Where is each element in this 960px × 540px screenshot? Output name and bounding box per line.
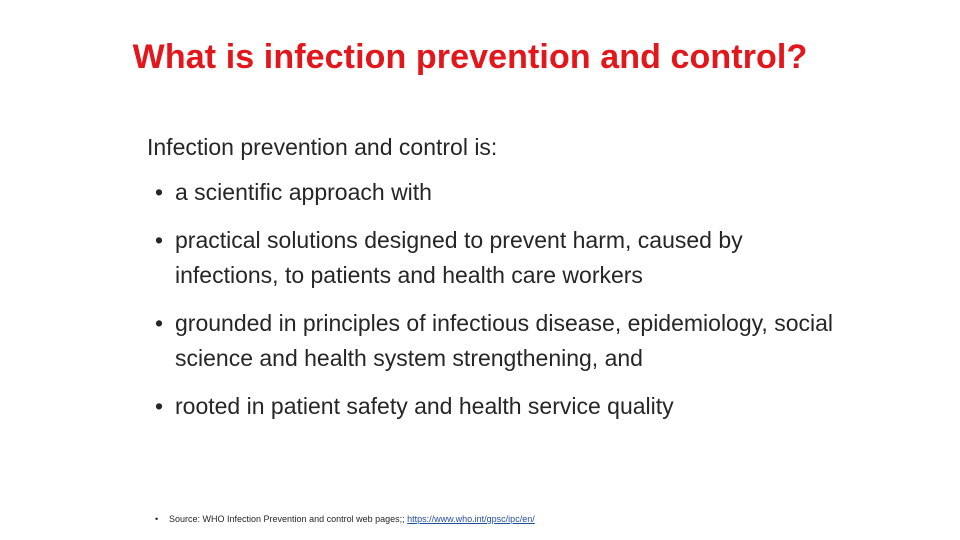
- bullet-item: [147, 175, 847, 210]
- bullet-icon: •: [155, 227, 164, 253]
- bullet-text: rooted in patient safety and health service quality: [175, 393, 674, 419]
- source-text: Source: WHO Infection Prevention and control web pages;;: [169, 514, 408, 524]
- slide-content: [147, 130, 847, 437]
- slide-title: What is infection prevention and control?: [132, 38, 808, 76]
- bullet-list: [147, 175, 847, 424]
- source-bullet-icon: •: [155, 514, 159, 524]
- source-note: [155, 514, 535, 524]
- bullet-item: [147, 389, 847, 424]
- bullet-text: a scientific approach with: [175, 179, 432, 205]
- bullet-text: grounded in principles of infectious disease, epidemiology, social science and health system strengthening, and: [175, 310, 834, 371]
- bullet-item: [147, 223, 847, 293]
- bullet-icon: •: [155, 310, 164, 336]
- intro-text: Infection prevention and control is:: [147, 134, 498, 160]
- bullet-icon: •: [155, 393, 164, 419]
- source-link[interactable]: https://www.who.int/gpsc/ipc/en/: [407, 514, 535, 524]
- bullet-item: [147, 306, 847, 376]
- bullet-text: practical solutions designed to prevent harm, caused by infections, to patients and health care workers: [175, 227, 743, 288]
- bullet-icon: •: [155, 179, 164, 205]
